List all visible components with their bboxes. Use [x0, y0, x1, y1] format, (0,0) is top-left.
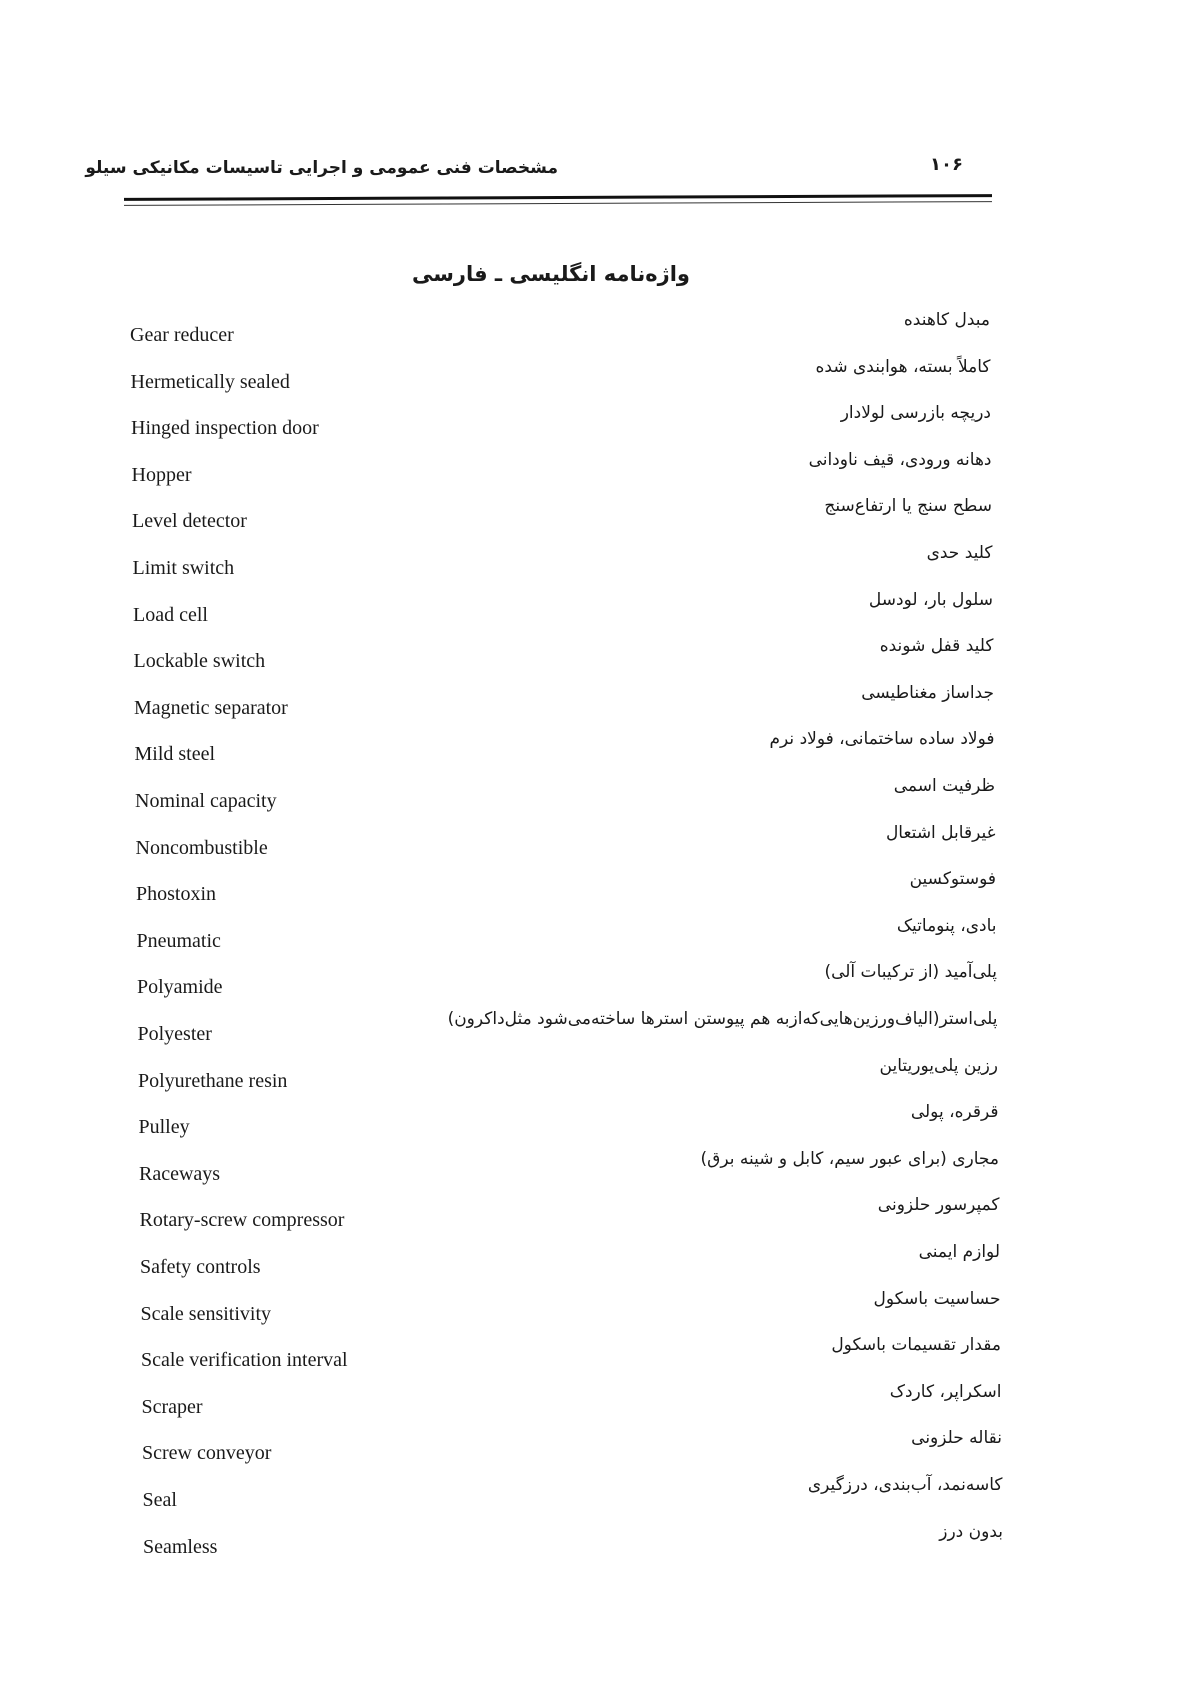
term-english: Hopper — [131, 463, 192, 486]
term-english: Screw conveyor — [142, 1442, 272, 1465]
term-english: Nominal capacity — [135, 790, 277, 812]
header-rule — [124, 194, 992, 201]
term-english: Pneumatic — [136, 929, 221, 952]
term-persian: کلید قفل شونده — [879, 636, 994, 657]
term-persian: جداساز مغناطیسی — [861, 682, 994, 703]
term-persian: نقاله حلزونی — [911, 1428, 1002, 1449]
header-rule-thin — [124, 201, 992, 206]
term-persian: کاسه‌نمد، آب‌بندی، درزگیری — [807, 1475, 1003, 1495]
term-english: Hinged inspection door — [131, 417, 319, 440]
term-persian: دهانه ورودی، قیف ناودانی — [808, 449, 992, 470]
term-persian: مجاری (برای عبور سیم، کابل و شینه برق) — [700, 1148, 999, 1169]
term-persian: حساسیت باسکول — [873, 1288, 1001, 1309]
term-english: Noncombustible — [135, 836, 268, 859]
section-title: واژه‌نامه انگلیسی ـ فارسی — [411, 262, 690, 286]
term-english: Gear reducer — [130, 324, 234, 346]
term-english: Polyester — [137, 1023, 212, 1045]
term-persian: پلی‌استر(الیاف‌ورزین‌هایی‌که‌ازبه هم پیوستن استرها ساخته‌می‌شود مثل‌داکرون) — [447, 1009, 998, 1029]
term-persian: اسکراپر، کاردک — [889, 1381, 1002, 1402]
term-english: Mild steel — [134, 743, 216, 766]
term-persian: بادی، پنوماتیک — [896, 915, 997, 936]
term-persian: رزین پلی‌یوریتاین — [879, 1055, 998, 1076]
term-english: Scale verification interval — [141, 1349, 348, 1372]
term-persian: کاملاً بسته، هوابندی شده — [815, 356, 991, 377]
term-english: Load cell — [133, 603, 208, 626]
term-english: Polyurethane resin — [138, 1069, 288, 1092]
term-english: Safety controls — [140, 1256, 261, 1278]
term-english: Magnetic separator — [134, 696, 288, 719]
term-english: Limit switch — [132, 557, 235, 579]
term-persian: سطح سنج یا ارتفاع‌سنج — [824, 496, 992, 517]
term-persian: ظرفیت اسمی — [893, 776, 995, 796]
term-persian: پلی‌آمید (از ترکیبات آلی) — [824, 962, 997, 983]
term-persian: مبدل کاهنده — [903, 310, 990, 330]
term-english: Level detector — [132, 510, 247, 533]
term-persian: قرقره، پولی — [910, 1102, 999, 1123]
term-english: Seal — [142, 1489, 177, 1511]
term-english: Seamless — [143, 1535, 218, 1558]
term-english: Polyamide — [137, 976, 223, 999]
term-english: Pulley — [138, 1116, 190, 1139]
term-english: Scraper — [141, 1395, 203, 1418]
term-english: Scale sensitivity — [140, 1302, 272, 1325]
term-persian: بدون درز — [939, 1521, 1003, 1542]
term-persian: مقدار تقسیمات باسکول — [831, 1335, 1001, 1356]
term-persian: فولاد ساده ساختمانی، فولاد نرم — [769, 729, 995, 750]
term-english: Raceways — [139, 1162, 221, 1185]
term-persian: فوستوکسین — [909, 869, 996, 890]
term-persian: کمپرسور حلزونی — [877, 1195, 1000, 1216]
term-persian: سلول بار، لودسل — [868, 589, 993, 610]
term-english: Hermetically sealed — [130, 370, 290, 393]
page-number: ۱۰۶ — [930, 154, 963, 175]
term-english: Phostoxin — [136, 883, 217, 906]
header-title: مشخصات فنی عمومی و اجرایی تاسیسات مکانیکی سیلو — [85, 158, 558, 178]
term-persian: دریچه بازرسی لولادار — [840, 403, 991, 424]
term-english: Lockable switch — [133, 650, 266, 673]
term-persian: لوازم ایمنی — [918, 1242, 1000, 1262]
term-persian: غیرقابل اشتعال — [885, 822, 996, 843]
term-english: Rotary-screw compressor — [139, 1209, 345, 1232]
term-persian: کلید حدی — [926, 543, 993, 563]
